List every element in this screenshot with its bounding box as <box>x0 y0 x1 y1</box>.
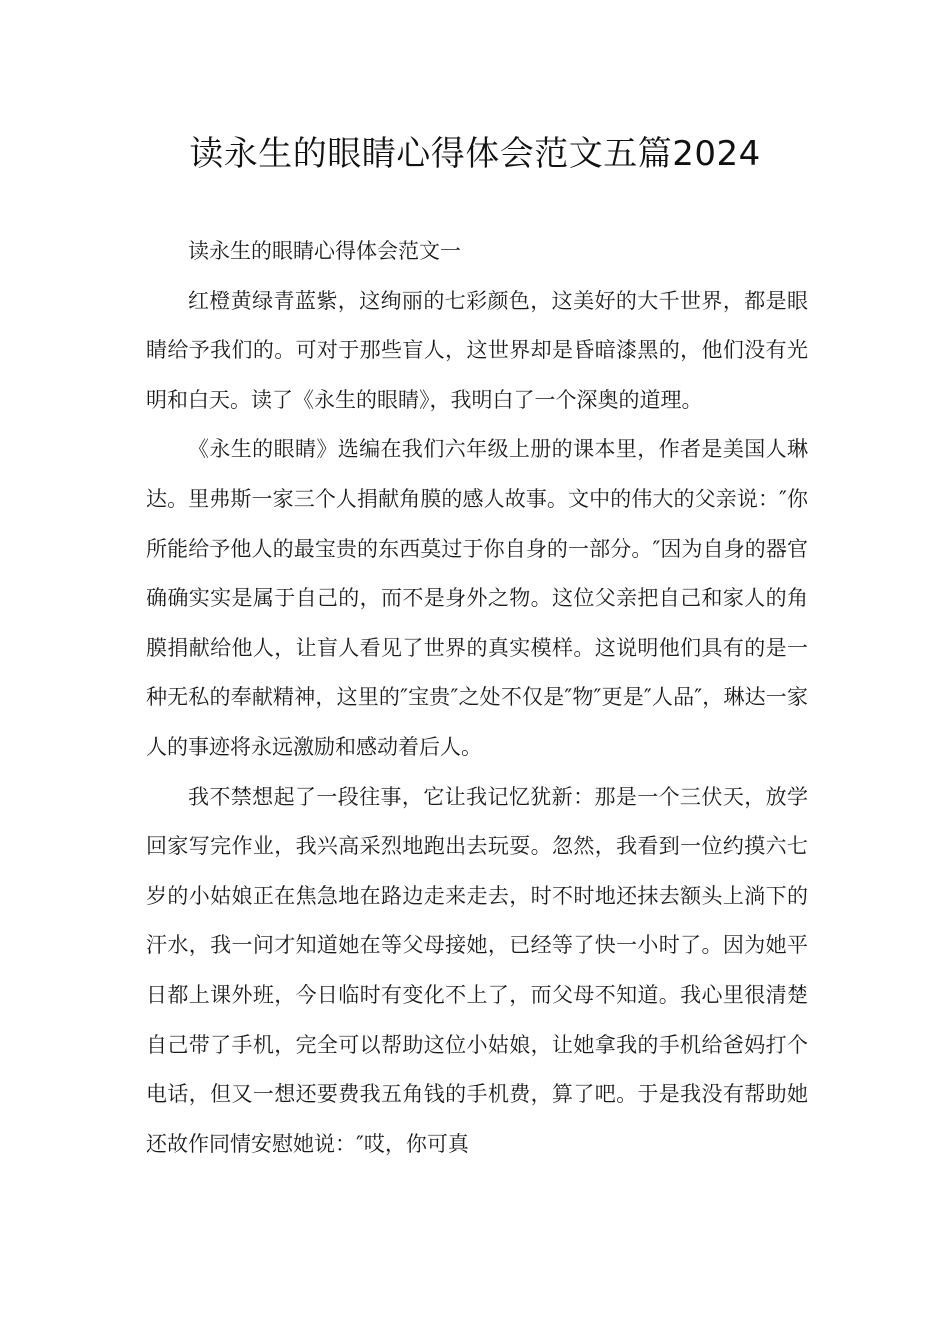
document-body <box>146 227 808 1169</box>
paragraph: 红橙黄绿青蓝紫，这绚丽的七彩颜色，这美好的大千世界，都是眼睛给予我们的。可对于那些盲人，这世界却是昏暗漆黑的，他们没有光明和白天。读了《永生的眼睛》，我明白了一个深奥的道理。 <box>146 288 808 412</box>
section-heading: 读永生的眼睛心得体会范文一 <box>188 239 461 263</box>
paragraph: 我不禁想起了一段往事，它让我记忆犹新：那是一个三伏天，放学回家写完作业，我兴高采烈地跑出去玩耍。忽然，我看到一位约摸六七岁的小姑娘正在焦急地在路边走来走去，时不时地还抹去额头上淌下的汗水，我一问才知道她在等父母接她，已经等了快一小时了。因为她平日都上课外班，今日临时有变化不上了，而父母不知道。我心里很清楚自己带了手机，完全可以帮助这位小姑娘，让她拿我的手机给爸妈打个电话，但又一想还要费我五角钱的手机费，算了吧。于是我没有帮助她还故作同情安慰她说：″哎，你可真 <box>146 784 808 1156</box>
paragraph: 《永生的眼睛》选编在我们六年级上册的课本里，作者是美国人琳达。里弗斯一家三个人捐献角膜的感人故事。文中的伟大的父亲说：″你所能给予他人的最宝贵的东西莫过于你自身的一部分。″因为自身的器官确确实实是属于自己的，而不是身外之物。这位父亲把自己和家人的角膜捐献给他人，让盲人看见了世界的真实模样。这说明他们具有的是一种无私的奉献精神，这里的″宝贵″之处不仅是″物″更是″人品″，琳达一家人的事迹将永远激励和感动着后人。 <box>146 437 808 759</box>
document-title: 读永生的眼睛心得体会范文五篇2024 <box>189 134 761 174</box>
